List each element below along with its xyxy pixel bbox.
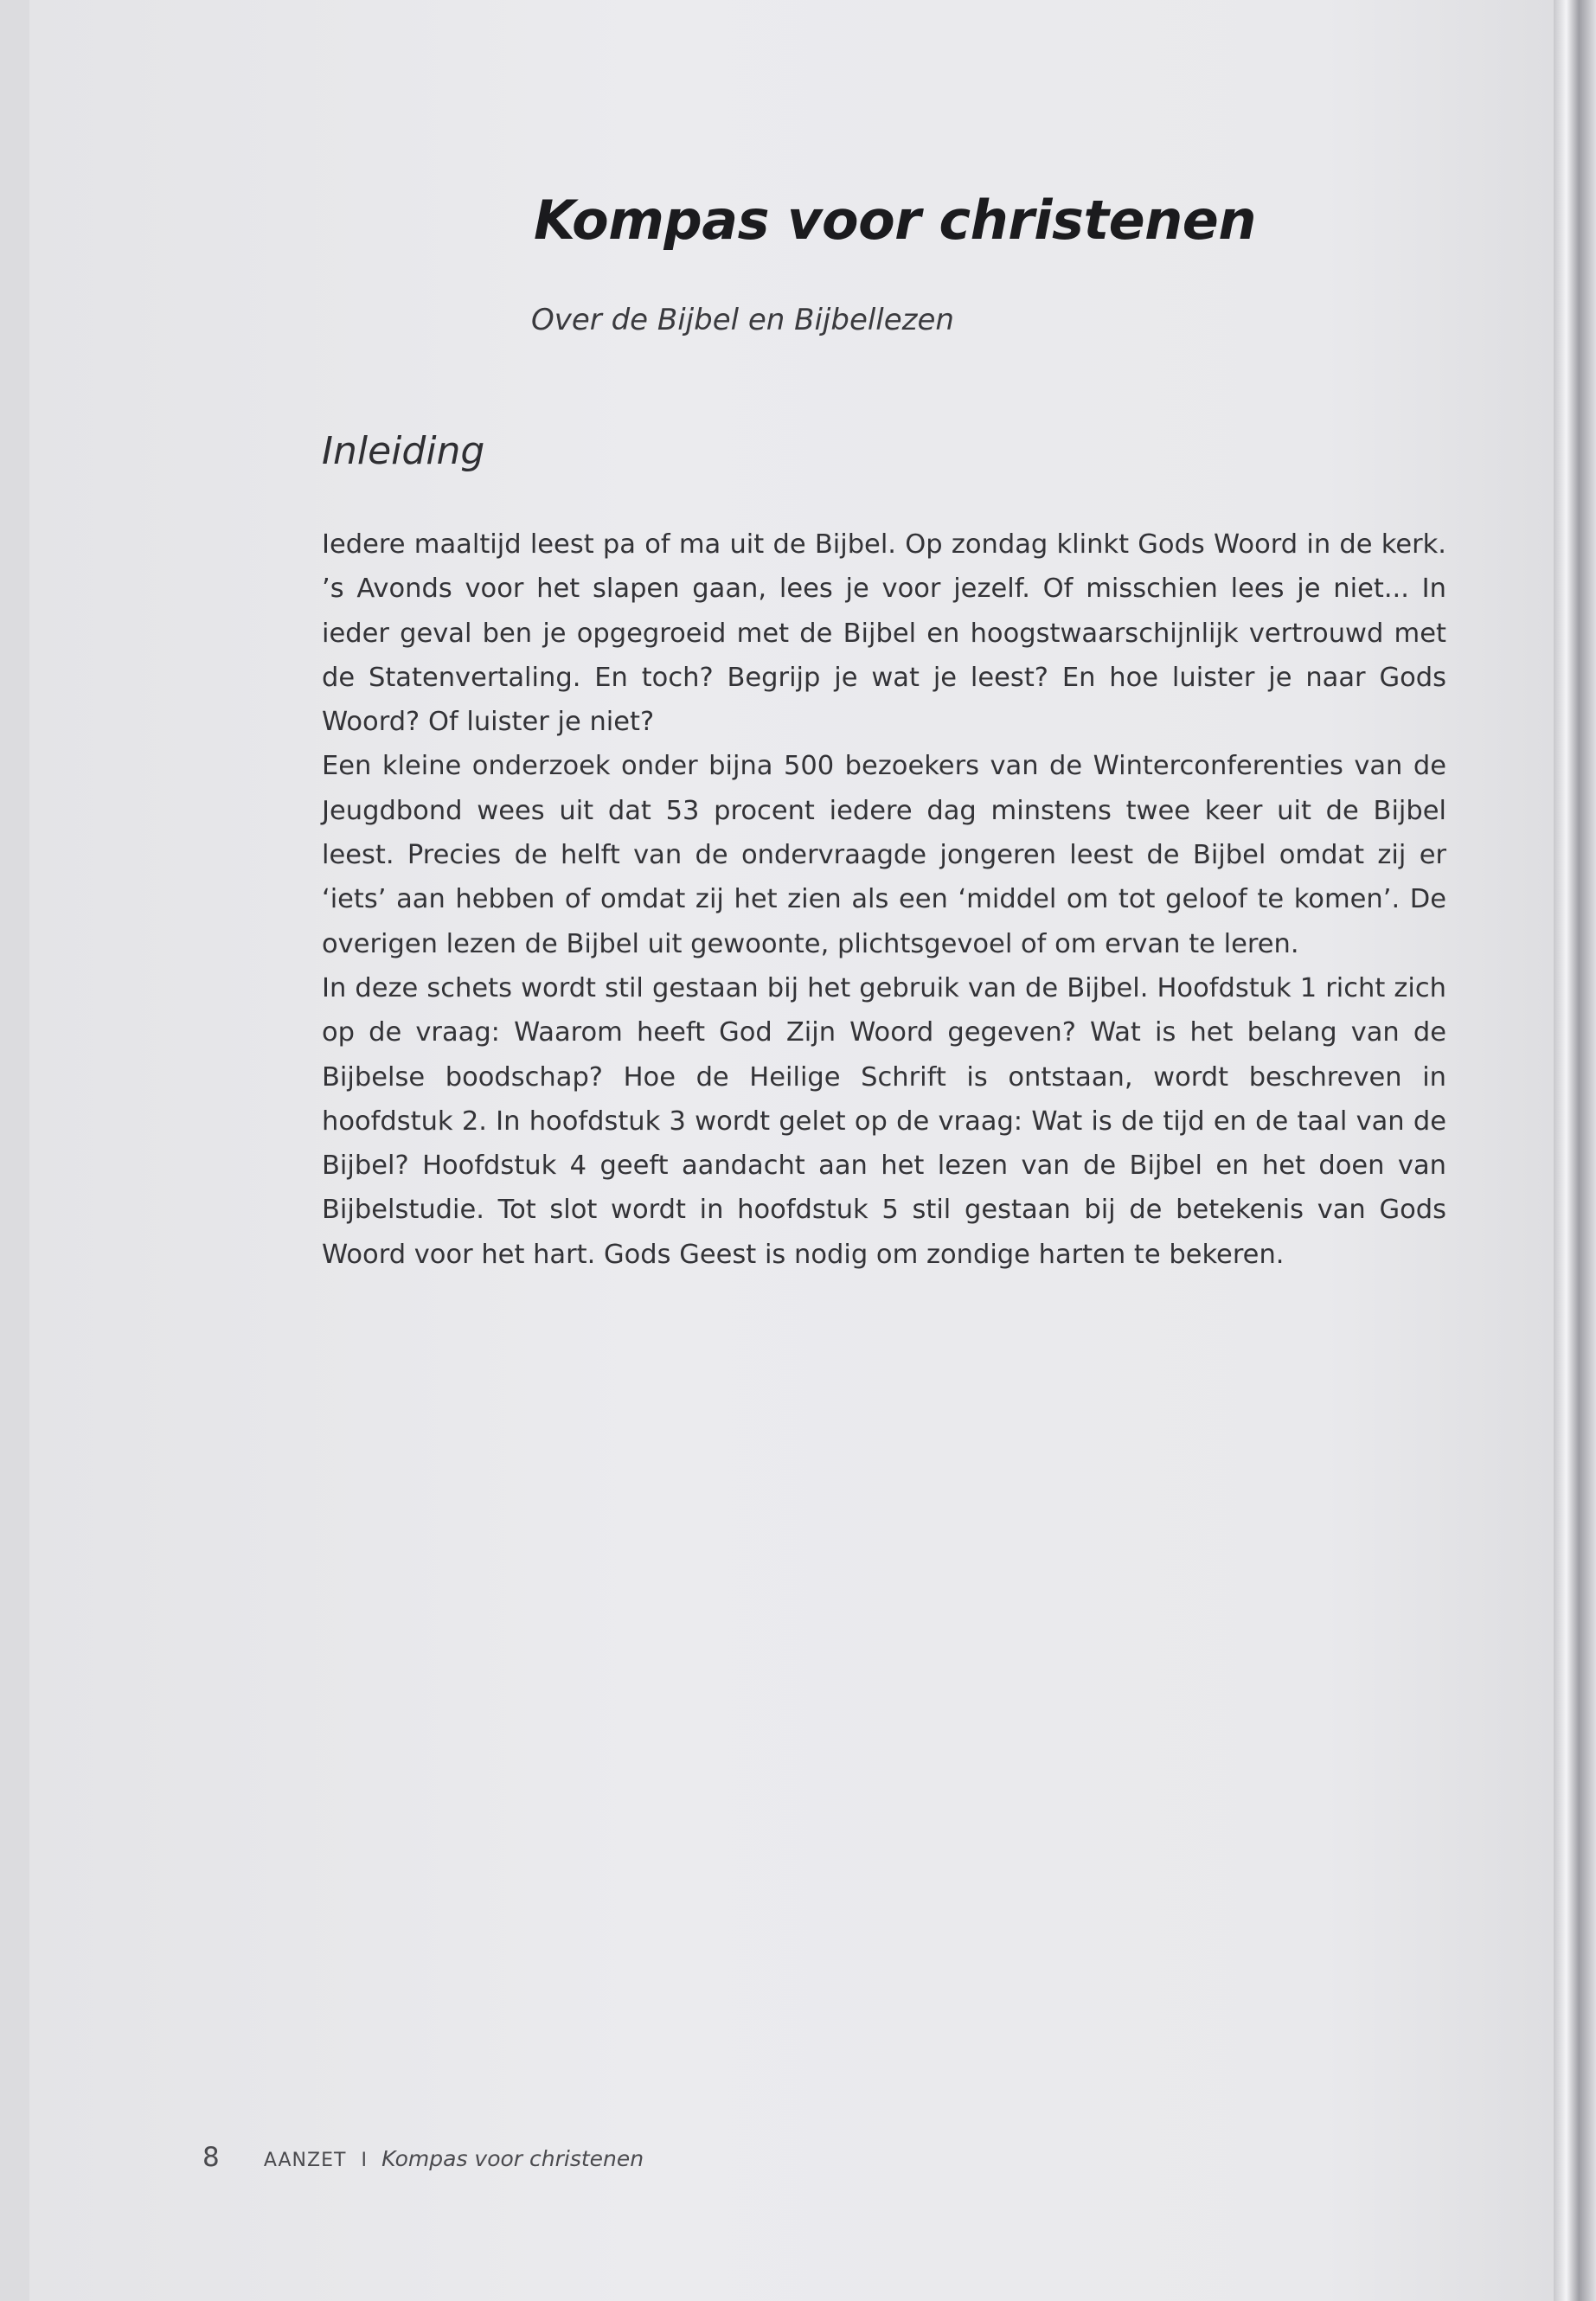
- series-label: AANZET: [263, 2150, 347, 2171]
- paragraph: Een kleine onderzoek onder bijna 500 bezoekers van de Winterconferenties van de Jeugdbond wees uit dat 53 procent iedere dag minstens twee keer uit de Bijbel leest. Precies de helft van de ondervraagde jongeren leest de Bijbel omdat zij er ‘iets’ aan hebben of omdat zij het zien als een ‘middel om tot geloof te komen’. De overigen lezen de Bijbel uit gewoonte, plichtsgevoel of om ervan te leren.: [322, 751, 1446, 959]
- page-binding-edge: [1554, 0, 1596, 2301]
- page-title: Kompas voor christenen: [534, 189, 1256, 252]
- paragraph: Iedere maaltijd leest pa of ma uit de Bijbel. Op zondag klinkt Gods Woord in de kerk. ’s Avonds voor het slapen gaan, lees je voor jezelf. Of misschien lees je niet... In ieder geval ben je opgegroeid met de Bijbel en hoogstwaarschijnlijk vertrouwd met de Statenvertaling. En toch? Begrijp je wat je leest? En hoe luister je naar Gods Woord? Of luister je niet?: [322, 529, 1446, 738]
- page-footer: [202, 2142, 644, 2173]
- page-subtitle: Over de Bijbel en Bijbellezen: [531, 303, 954, 337]
- footer-book-title: Kompas voor christenen: [381, 2146, 644, 2171]
- page-sheet: [29, 0, 1554, 2301]
- footer-separator: I: [361, 2150, 368, 2171]
- body-text: [322, 522, 1446, 1277]
- section-heading: Inleiding: [322, 429, 485, 473]
- paragraph: In deze schets wordt stil gestaan bij het gebruik van de Bijbel. Hoofdstuk 1 richt zich op de vraag: Waarom heeft God Zijn Woord gegeven? Wat is het belang van de Bijbelse boodschap? Hoe de Heilige Schrift is ontstaan, wordt beschreven in hoofdstuk 2. In hoofdstuk 3 wordt gelet op de vraag: Wat is de tijd en de taal van de Bijbel? Hoofdstuk 4 geeft aandacht aan het lezen van de Bijbel en het doen van Bijbelstudie. Tot slot wordt in hoofdstuk 5 stil gestaan bij de betekenis van Gods Woord voor het hart. Gods Geest is nodig om zondige harten te bekeren.: [322, 972, 1446, 1270]
- page-number: 8: [202, 2142, 220, 2173]
